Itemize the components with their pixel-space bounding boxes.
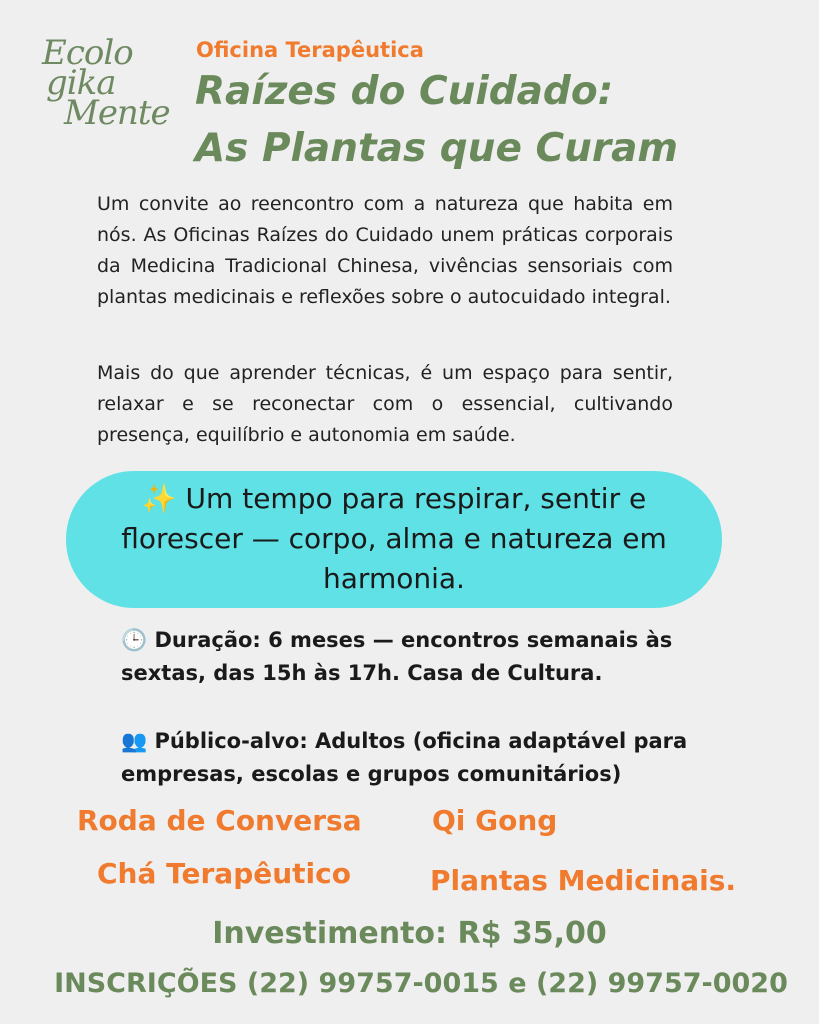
intro-paragraph-2: Mais do que aprender técnicas, é um espaço para sentir, relaxar e se reconectar com o essencial, cultivando presença, equilíbrio e autonomia em saúde. (97, 362, 673, 446)
duration-text: Duração: 6 meses — encontros semanais às sextas, das 15h às 17h. Casa de Cultura. (121, 628, 673, 685)
investment-price: Investimento: R$ 35,00 (212, 916, 607, 951)
title-line-1: Raízes do Cuidado: (195, 69, 614, 114)
brand-logo (36, 33, 186, 136)
registration-phones: INSCRIÇÕES (22) 99757-0015 e (22) 99757-0020 (54, 968, 788, 999)
logo-line-2: gika (46, 63, 116, 103)
intro-paragraph-1: Um convite ao reencontro com a natureza que habita em nós. As Oficinas Raízes do Cuidado unem práticas corporais da Medicina Tradicional Chinesa, vivências sensoriais com plantas medicinais e reflexões sobre o autocuidado integral. (97, 193, 673, 308)
logo-line-1: Ecolo (42, 33, 133, 73)
title-line-2: As Plantas que Curam (195, 126, 679, 171)
banner-text-block (96, 479, 692, 599)
highlight-banner (66, 471, 722, 608)
activity-qi-gong: Qi Gong (432, 804, 558, 837)
clock-icon: 🕒 (121, 628, 148, 652)
logo-line-3: Mente (64, 93, 170, 133)
banner-message: Um tempo para respirar, sentir e florescer — corpo, alma e natureza em harmonia. (121, 482, 667, 595)
audience-text: Público-alvo: Adultos (oficina adaptável para empresas, escolas e grupos comunitários) (121, 729, 688, 786)
activity-plantas-medicinais: Plantas Medicinais. (430, 864, 737, 897)
sparkles-icon: ✨ (141, 482, 177, 515)
activity-roda-de-conversa: Roda de Conversa (77, 804, 362, 837)
audience-info (121, 725, 721, 791)
event-kicker: Oficina Terapêutica (196, 38, 424, 62)
duration-info (121, 624, 721, 690)
people-icon: 👥 (121, 729, 148, 753)
activity-cha-terapeutico: Chá Terapêutico (97, 857, 351, 890)
